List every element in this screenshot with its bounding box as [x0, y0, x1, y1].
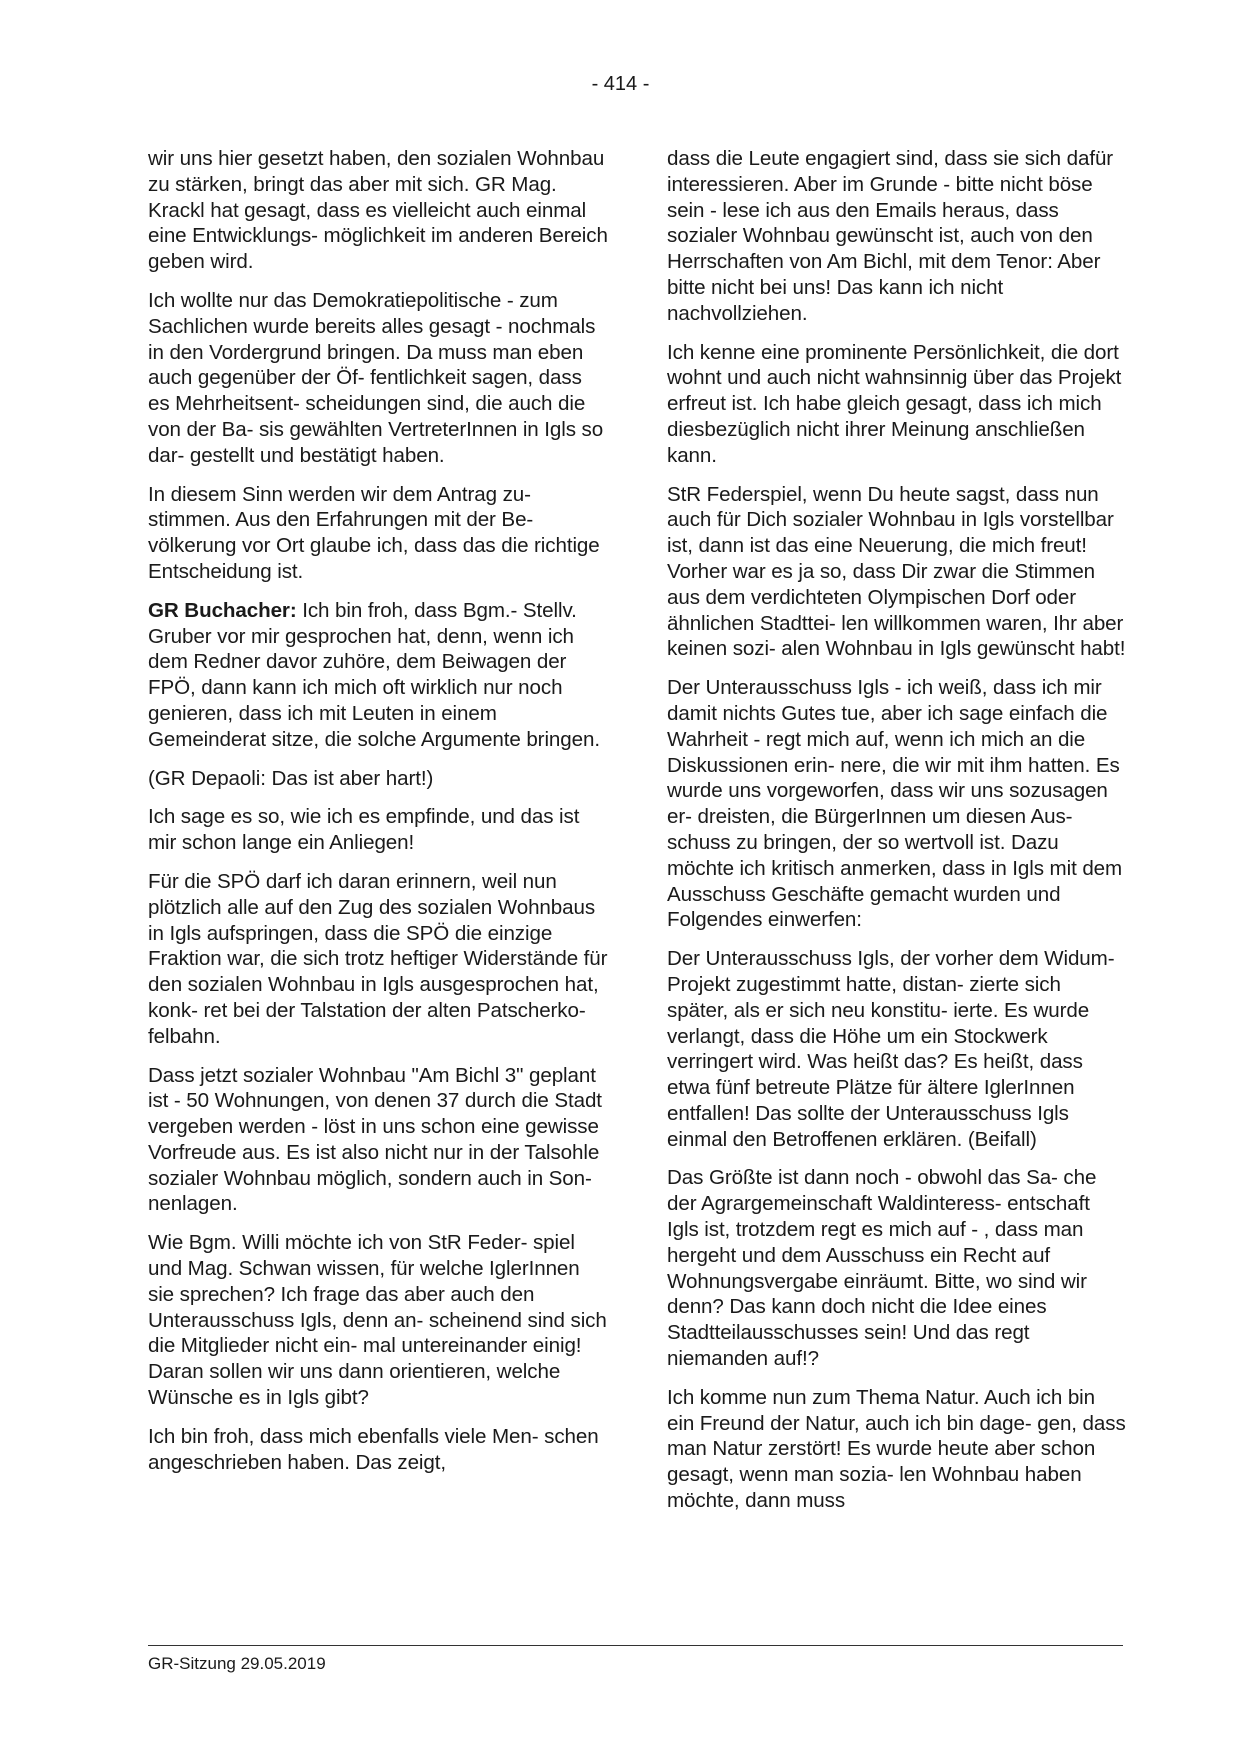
paragraph: Ich wollte nur das Demokratiepolitische - zum Sachlichen wurde bereits alles gesagt - nochmals in den Vordergrund bringen. Da muss man eben auch gegenüber der Öf- fentlichkeit sagen, dass es Mehrheitsent- scheidungen sind, die auch die von der Ba- sis gewählten VertreterInnen in Igls so dar- gestellt und bestätigt haben. [148, 288, 604, 467]
paragraph: StR Federspiel, wenn Du heute sagst, dass nun auch für Dich sozialer Wohnbau in Igls vorstellbar ist, dann ist das eine Neuerung, die mich freut! Vorher war es ja so, dass Dir zwar die Stimmen aus dem verdichteten Olympischen Dorf oder ähnlichen Stadttei- len willkommen waren, Ihr aber keinen sozi- alen Wohnbau in Igls gewünscht habt! [667, 482, 1126, 661]
paragraph: Dass jetzt sozialer Wohnbau "Am Bichl 3" geplant ist - 50 Wohnungen, von denen 37 durch die Stadt vergeben werden - löst in uns schon eine gewisse Vorfreude aus. Es ist also nicht nur in der Talsohle sozialer Wohnbau möglich, sondern auch in Son- nenlagen. [148, 1063, 602, 1216]
right-column [667, 146, 1127, 1527]
footer-divider [148, 1645, 1123, 1646]
paragraph: Ich kenne eine prominente Persönlichkeit, die dort wohnt und auch nicht wahnsinnig über das Projekt erfreut ist. Ich habe gleich gesagt, dass ich mich diesbezüglich nicht ihrer Meinung anschließen kann. [667, 340, 1122, 467]
paragraph: Ich bin froh, dass mich ebenfalls viele Men- schen angeschrieben haben. Das zeigt, [148, 1424, 599, 1474]
paragraph: Das Größte ist dann noch - obwohl das Sa- che der Agrargemeinschaft Waldinteress- entschaft Igls ist, trotzdem regt es mich auf - , dass man hergeht und dem Ausschuss ein Recht auf Wohnungsvergabe einräumt. Bitte, wo sind wir denn? Das kann doch nicht die Idee eines Stadtteilausschusses sein! Und das regt niemanden auf!? [667, 1166, 1097, 1371]
paragraph: dass die Leute engagiert sind, dass sie sich dafür interessieren. Aber im Grunde - bitte nicht böse sein - lese ich aus den Emails heraus, dass sozialer Wohnbau gewünscht ist, auch von den Herrschaften von Am Bichl, mit dem Tenor: Aber bitte nicht bei uns! Das kann ich nicht nachvollziehen. [667, 147, 1114, 325]
left-column [148, 146, 608, 1488]
paragraph: Ich sage es so, wie ich es empfinde, und das ist mir schon lange ein Anliegen! [148, 805, 580, 855]
footer-session-date: GR-Sitzung 29.05.2019 [148, 1654, 326, 1673]
paragraph: In diesem Sinn werden wir dem Antrag zu- stimmen. Aus den Erfahrungen mit der Be- völkerung vor Ort glaube ich, dass das die richtige Entscheidung ist. [148, 482, 600, 583]
paragraph: Der Unterausschuss Igls - ich weiß, dass ich mir damit nichts Gutes tue, aber ich sage einfach die Wahrheit - regt mich auf, wenn ich mich an die Diskussionen erin- nere, die wir mit ihm hatten. Es wurde uns vorgeworfen, dass wir uns sozusagen er- dreisten, die BürgerInnen um diesen Aus- schuss zu bringen, der so wertvoll ist. Dazu möchte ich kritisch anmerken, dass in Igls mit dem Ausschuss Geschäfte gemacht wurden und Folgendes einwerfen: [667, 676, 1123, 932]
speaker-name: GR Buchacher: [148, 598, 297, 622]
page-number: - 414 - [591, 73, 650, 95]
interjection: (GR Depaoli: Das ist aber hart!) [148, 766, 434, 790]
paragraph: Für die SPÖ darf ich daran erinnern, weil nun plötzlich alle auf den Zug des sozialen Wohnbaus in Igls aufspringen, dass die SPÖ die einzige Fraktion war, die sich trotz heftiger Widerstände für den sozialen Wohnbau in Igls ausgesprochen hat, konk- ret bei der Talstation der alten Patscherko- felbahn. [148, 869, 608, 1048]
paragraph: wir uns hier gesetzt haben, den sozialen Wohnbau zu stärken, bringt das aber mit sich. GR Mag. Krackl hat gesagt, dass es vielleicht auch einmal eine Entwicklungs- möglichkeit im anderen Bereich geben wird. [148, 147, 608, 274]
paragraph: Wie Bgm. Willi möchte ich von StR Feder- spiel und Mag. Schwan wissen, für welche IglerInnen sie sprechen? Ich frage das aber auch den Unterausschuss Igls, denn an- scheinend sind sich die Mitglieder nicht ein- mal untereinander einig! Daran sollen wir uns dann orientieren, welche Wünsche es in Igls gibt? [148, 1231, 607, 1410]
speaker-text: Ich bin froh, dass Bgm.- Stellv. Gruber vor mir gesprochen hat, denn, wenn ich dem Redner davor zuhöre, dem Beiwagen der FPÖ, dann kann ich mich oft wirklich nur noch genieren, dass ich mit Leuten in einem Gemeinderat sitze, die solche Argumente bringen. [148, 598, 600, 751]
paragraph: Ich komme nun zum Thema Natur. Auch ich bin ein Freund der Natur, auch ich bin dage- gen, dass man Natur zerstört! Es wurde heute aber schon gesagt, wenn man sozia- len Wohnbau haben möchte, dann muss [667, 1385, 1126, 1513]
paragraph: Der Unterausschuss Igls, der vorher dem Widum-Projekt zugestimmt hatte, distan- zierte sich später, als er sich neu konstitu- ierte. Es wurde verlangt, dass die Höhe um ein Stockwerk verringert wird. Was heißt das? Es heißt, dass etwa fünf betreute Plätze für ältere IglerInnen entfallen! Das sollte der Unterausschuss Igls einmal den Betroffenen erklären. (Beifall) [667, 947, 1115, 1151]
speaker-paragraph [148, 598, 608, 753]
